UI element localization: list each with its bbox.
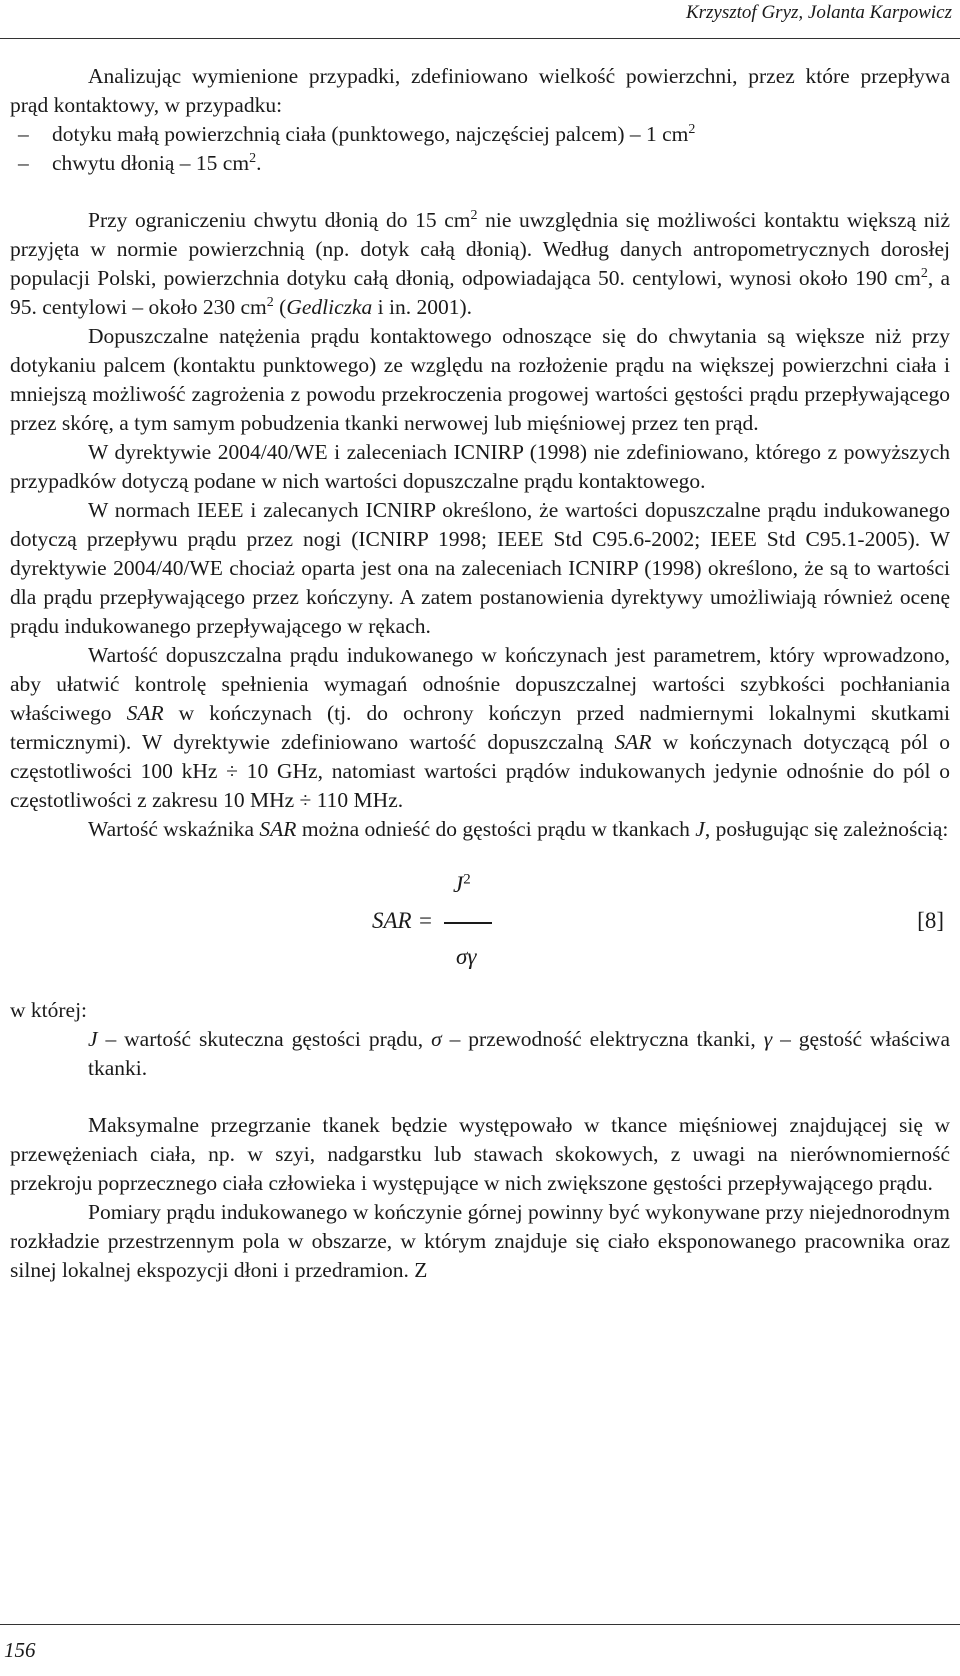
paragraph-measurements: Pomiary prądu indukowanego w kończynie górnej powinny być wykonywane przy niejednorodnym rozkładzie przestrzennym pola w obszarze, w którym znajduje się ciało eksponowanego pracownika oraz silnej lokalnej ekspozycji dłoni i przedramion. Z [10,1200,950,1282]
equation-number: [8] [917,908,944,933]
running-header [0,0,960,39]
list-item: – dotyku małą powierzchnią ciała (punktowego, najczęściej palcem) – 1 $cm^2$ [10,120,950,149]
paragraph-permissible-currents: Dopuszczalne natężenia prądu kontaktowego odnoszące się do chwytania są większe niż przy dotykaniu palcem (kontaktu punktowego) ze względu na rozłożenie prądu na większej powierzchni ciała i mniejszą możliwość zagrożenia z powodu przekroczenia progowej wartości gęstości prądu przepływającego przez skórę, a tym samym pobudzenia tkanki nerwowej lub mięśniowej przez ten prąd. [10,324,950,435]
header-authors: Krzysztof Gryz, Jolanta Karpowicz [685,2,952,23]
formula-denominator: σγ [456,944,477,969]
formula-numerator: $J^2$ [453,871,471,897]
paragraph-grip-limit: Przy ograniczeniu chwytu dłonią do 15 $cm^2$ nie uwzględnia się możliwości kontaktu większą niż przyjęta w normie powierzchnią (np. dotyk całą dłonią). Według danych antropometrycznych dorosłej populacji Polski, powierzchnia dotyku całą dłonią, odpowiadająca 50. centylowi, wynosi około 190 $cm^2$, a 95. centylowi – około 230 $cm^2$ (Gedliczka i in. 2001). [10,207,950,319]
list-dash: – [18,122,29,146]
spacer [10,1083,950,1111]
spacer [10,178,950,206]
paragraph-sar-limbs: Wartość dopuszczalna prądu indukowanego w kończynach jest parametrem, który wprowadzono, aby ułatwić kontrolę spełnienia wymagań odnośnie dopuszczalnej wartości szybkości pochłaniania właściwego SAR w kończynach (tj. do ochrony kończyn przed nadmiernymi lokalnymi skutkami termicznymi). W dyrektywie zdefiniowano wartość dopuszczalną SAR w kończynach dotyczącą pól o częstotliwości 100 kHz ÷ 10 GHz, natomiast wartości prądów indukowanych jedynie odnośnie do pól o częstotliwości z zakresu 10 MHz ÷ 110 MHz. [10,643,951,812]
paragraph-directive: W dyrektywie 2004/40/WE i zaleceniach ICNIRP (1998) nie zdefiniowano, którego z powyższych przypadków dotyczą podane w nich wartości dopuszczalne prądu kontaktowego. [10,440,950,493]
formula-equals: = [419,908,432,933]
paragraph-overheating: Maksymalne przegrzanie tkanek będzie występowało w tkance mięśniowej znajdującej się w przewężeniach ciała, np. w szyi, nadgarstku lub stawach skokowych, z uwagi na nierównomierność przekroju poprzecznego ciała człowieka i występujące w nich zwiększone gęstości przepływającego prądu. [10,1113,950,1195]
formula-lhs: SAR [372,908,412,933]
page-number: 156 [4,1638,36,1662]
where-label: w której: [10,998,88,1022]
fraction-bar [444,922,492,924]
citation-author: Gedliczka [286,295,373,319]
intro-paragraph: Analizując wymienione przypadki, zdefiniowano wielkość powierzchni, przez które przepływa prąd kontaktowy, w przypadku: [10,64,950,117]
page-body [10,62,950,1285]
paragraph-ieee-norms: W normach IEEE i zalecanych ICNIRP określono, że wartości dopuszczalne prądu indukowanego dotyczą przepływu prądu przez nogi (ICNIRP 1998; IEEE Std C95.6-2002; IEEE Std C95.1-2005). W dyrektywie 2004/40/WE chociaż oparta jest ona na zaleceniach ICNIRP (1998) określono, że są to wartości dla prądu przepływającego przez kończyny. A zatem postanowienia dyrektywy umożliwiają również ocenę prądu indukowanego przepływającego w rękach. [10,498,950,638]
equation-8 [10,871,950,986]
paragraph-sar-relation: Wartość wskaźnika SAR można odnieść do gęstości prądu w tkankach J, posługując się zależnością: [88,817,949,841]
symbol-definitions: J – wartość skuteczna gęstości prądu, σ – przewodność elektryczna tkanki, γ – gęstość właściwa tkanki. [88,1027,950,1080]
footer-divider [0,1624,960,1625]
list-dash: – [18,151,29,175]
contact-area-list [10,120,950,178]
list-item: – chwytu dłonią – 15 $cm^2$. [10,149,950,178]
